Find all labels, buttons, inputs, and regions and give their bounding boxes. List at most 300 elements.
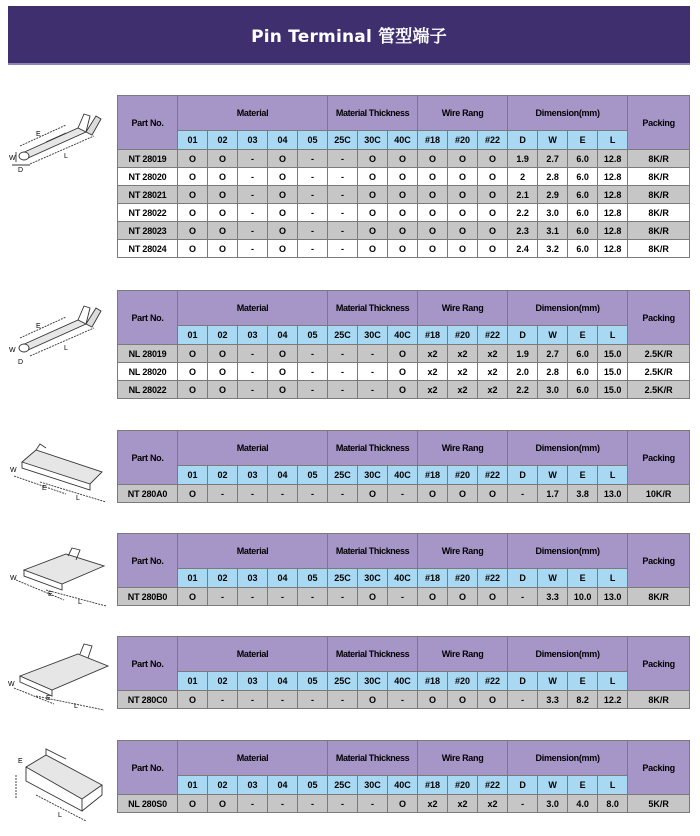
table-cell: O [388,204,418,222]
table-cell: 15.0 [598,363,628,381]
dimension-col-header: E [568,131,598,150]
tube-terminal-diagram [6,108,114,183]
thickness-col-header: 25C [328,776,358,795]
dimension-col-header: E [568,776,598,795]
table-cell: 6.0 [568,345,598,363]
svg-text:L: L [64,153,68,160]
table-cell: O [448,186,478,204]
thickness-col-header: 30C [358,672,388,691]
svg-text:D: D [18,167,24,174]
material-col-header: 02 [208,672,238,691]
svg-text:E: E [36,131,41,138]
part-number-cell: NT 280A0 [118,485,178,503]
wire-col-header: #22 [478,326,508,345]
table-cell: O [418,240,448,258]
dimension-col-header: D [508,326,538,345]
thickness-col-header: 25C [328,672,358,691]
table-cell: 6.0 [568,168,598,186]
table-cell: - [508,691,538,709]
table-cell: - [208,588,238,606]
table-cell: - [238,345,268,363]
table-cell: O [268,381,298,399]
table-cell: - [298,204,328,222]
table-cell: O [268,150,298,168]
table-cell: - [388,691,418,709]
table-cell: O [178,363,208,381]
wire-col-header: #20 [448,672,478,691]
open-barrel-terminal-diagram [6,438,114,508]
svg-text:W: W [10,467,17,474]
insulated-tube-terminal-diagram [6,298,114,370]
table-cell: - [268,485,298,503]
table-row [118,363,690,381]
table-cell: - [238,150,268,168]
table-cell: O [418,150,448,168]
table-cell: x2 [418,795,448,813]
table-cell: x2 [448,363,478,381]
svg-text:D: D [18,359,24,366]
table-cell: 8K/R [628,168,690,186]
table-cell: 12.8 [598,240,628,258]
table-cell: 3.0 [538,204,568,222]
table-cell: 12.2 [598,691,628,709]
part-number-cell: NT 280B0 [118,588,178,606]
table-cell: O [448,150,478,168]
table-cell: O [358,168,388,186]
u-barrel-terminal-diagram [6,745,114,825]
header-packing: Packing [628,291,690,345]
header-part-no: Part No. [118,431,178,485]
part-number-cell: NL 28020 [118,363,178,381]
table-cell: O [208,168,238,186]
table-cell: 8K/R [628,588,690,606]
dimension-col-header: D [508,569,538,588]
table-cell: O [478,168,508,186]
table-cell: O [178,345,208,363]
table-cell: 1.9 [508,150,538,168]
table-cell: O [388,222,418,240]
material-col-header: 01 [178,131,208,150]
table-cell: 8K/R [628,222,690,240]
wire-col-header: #20 [448,466,478,485]
table-cell: O [358,588,388,606]
wire-col-header: #22 [478,131,508,150]
table-cell: - [328,485,358,503]
table-row [118,485,690,503]
header-wire-range: Wire Rang [418,637,508,672]
wire-col-header: #18 [418,672,448,691]
table-row [118,240,690,258]
table-cell: 3.1 [538,222,568,240]
table-cell: - [238,204,268,222]
material-col-header: 03 [238,326,268,345]
table-cell: O [448,204,478,222]
svg-text:L: L [58,812,62,819]
wire-col-header: #22 [478,466,508,485]
table-cell: 2.4 [508,240,538,258]
thickness-col-header: 30C [358,326,388,345]
material-col-header: 02 [208,776,238,795]
svg-text:E: E [48,591,53,598]
thickness-col-header: 40C [388,776,418,795]
header-wire-range: Wire Rang [418,96,508,131]
table-cell: O [418,168,448,186]
wire-col-header: #20 [448,569,478,588]
thickness-col-header: 40C [388,672,418,691]
table-cell: O [178,485,208,503]
table-row [118,691,690,709]
flag-pin-terminal-diagram [6,640,114,714]
header-dimension: Dimension(mm) [508,291,628,326]
table-cell: 2.1 [508,186,538,204]
table-cell: x2 [448,381,478,399]
table-cell: 3.0 [538,381,568,399]
table-cell: - [238,381,268,399]
table-cell: O [448,691,478,709]
table-cell: 12.8 [598,150,628,168]
table-cell: 10K/R [628,485,690,503]
table-cell: O [448,240,478,258]
table-cell: O [388,363,418,381]
table-cell: 8K/R [628,186,690,204]
material-col-header: 05 [298,131,328,150]
material-col-header: 04 [268,569,298,588]
table-cell: O [388,240,418,258]
table-cell: - [238,588,268,606]
table-cell: 2 [508,168,538,186]
material-col-header: 05 [298,466,328,485]
wire-col-header: #18 [418,131,448,150]
material-col-header: 04 [268,326,298,345]
table-cell: - [508,485,538,503]
part-number-cell: NT 28024 [118,240,178,258]
table-cell: 6.0 [568,204,598,222]
header-material: Material [178,96,328,131]
table-cell: O [358,691,388,709]
table-cell: - [328,588,358,606]
table-cell: O [448,588,478,606]
wire-col-header: #22 [478,776,508,795]
header-part-no: Part No. [118,96,178,150]
table-cell: O [388,345,418,363]
dimension-col-header: E [568,466,598,485]
svg-text:W: W [9,347,16,354]
page-title: Pin Terminal 管型端子 [8,6,690,65]
table-cell: - [358,795,388,813]
table-cell: x2 [478,381,508,399]
header-material-thickness: Material Thickness [328,741,418,776]
svg-text:L: L [76,495,80,502]
table-cell: x2 [478,345,508,363]
table-cell: - [508,588,538,606]
thickness-col-header: 40C [388,569,418,588]
table-cell: O [388,381,418,399]
thickness-col-header: 40C [388,326,418,345]
table-cell: O [178,204,208,222]
header-material: Material [178,741,328,776]
table-cell: 3.3 [538,588,568,606]
table-cell: - [328,345,358,363]
dimension-col-header: W [538,326,568,345]
header-material: Material [178,431,328,466]
table-cell: - [238,186,268,204]
material-col-header: 01 [178,672,208,691]
table-cell: O [178,588,208,606]
thickness-col-header: 25C [328,326,358,345]
dimension-col-header: W [538,466,568,485]
header-dimension: Dimension(mm) [508,741,628,776]
table-cell: - [298,485,328,503]
table-cell: O [268,363,298,381]
table-cell: O [208,150,238,168]
table-cell: 2.8 [538,168,568,186]
table-cell: 4.0 [568,795,598,813]
table-cell: 2.7 [538,150,568,168]
table-cell: O [358,150,388,168]
header-packing: Packing [628,637,690,691]
header-material: Material [178,291,328,326]
svg-text:W: W [9,155,16,162]
table-cell: - [238,363,268,381]
table-row [118,150,690,168]
header-material-thickness: Material Thickness [328,291,418,326]
table-cell: 12.8 [598,222,628,240]
table-row [118,204,690,222]
wire-col-header: #20 [448,776,478,795]
table-cell: - [268,795,298,813]
table-cell: O [268,222,298,240]
material-col-header: 04 [268,466,298,485]
table-cell: - [298,150,328,168]
part-number-cell: NT 28023 [118,222,178,240]
table-cell: O [418,222,448,240]
table-cell: - [298,795,328,813]
table-cell: O [208,240,238,258]
table-cell: O [178,168,208,186]
svg-text:E: E [46,695,51,702]
table-cell: 15.0 [598,381,628,399]
spec-table-3 [117,430,690,503]
spec-table-1 [117,95,690,258]
table-cell: 2.3 [508,222,538,240]
table-cell: x2 [448,345,478,363]
table-cell: 8K/R [628,240,690,258]
table-cell: - [298,222,328,240]
table-cell: O [208,204,238,222]
svg-text:E: E [42,485,47,492]
table-cell: x2 [448,795,478,813]
table-cell: 12.8 [598,168,628,186]
header-wire-range: Wire Rang [418,534,508,569]
part-number-cell: NT 28020 [118,168,178,186]
table-cell: - [298,345,328,363]
material-col-header: 03 [238,672,268,691]
table-cell: O [388,168,418,186]
table-cell: - [238,240,268,258]
wire-col-header: #18 [418,326,448,345]
table-cell: - [238,691,268,709]
table-cell: 6.0 [568,363,598,381]
svg-text:E: E [36,323,41,330]
material-col-header: 01 [178,326,208,345]
table-cell: 2.5K/R [628,381,690,399]
table-cell: 13.0 [598,485,628,503]
table-cell: x2 [418,381,448,399]
table-cell: - [298,381,328,399]
table-cell: - [388,485,418,503]
table-cell: - [328,204,358,222]
table-cell: - [328,150,358,168]
table-cell: O [478,204,508,222]
table-cell: O [478,691,508,709]
table-cell: O [478,588,508,606]
wire-col-header: #18 [418,569,448,588]
table-cell: O [448,222,478,240]
table-cell: 8.2 [568,691,598,709]
wire-col-header: #22 [478,672,508,691]
header-packing: Packing [628,741,690,795]
table-row [118,381,690,399]
table-cell: O [358,222,388,240]
table-cell: O [358,240,388,258]
table-cell: - [358,363,388,381]
svg-text:L: L [78,599,82,606]
dimension-col-header: L [598,326,628,345]
table-cell: - [358,345,388,363]
svg-text:L: L [74,703,78,710]
wire-col-header: #20 [448,326,478,345]
table-cell: O [478,485,508,503]
material-col-header: 03 [238,131,268,150]
material-col-header: 03 [238,466,268,485]
table-cell: - [328,795,358,813]
thickness-col-header: 30C [358,131,388,150]
part-number-cell: NT 280C0 [118,691,178,709]
table-cell: O [268,168,298,186]
thickness-col-header: 25C [328,569,358,588]
thickness-col-header: 30C [358,569,388,588]
table-cell: 5K/R [628,795,690,813]
table-cell: 8K/R [628,204,690,222]
table-cell: 13.0 [598,588,628,606]
table-cell: - [238,795,268,813]
thickness-col-header: 40C [388,466,418,485]
table-row [118,186,690,204]
header-part-no: Part No. [118,637,178,691]
table-cell: 2.7 [538,345,568,363]
svg-text:W: W [10,575,17,582]
table-cell: - [238,222,268,240]
table-cell: - [328,168,358,186]
table-cell: 2.0 [508,363,538,381]
table-cell: - [208,485,238,503]
table-cell: - [298,363,328,381]
svg-text:W: W [8,681,15,688]
table-cell: - [328,381,358,399]
table-cell: - [208,691,238,709]
header-dimension: Dimension(mm) [508,534,628,569]
table-cell: O [178,240,208,258]
wire-col-header: #20 [448,131,478,150]
dimension-col-header: L [598,466,628,485]
table-cell: - [328,186,358,204]
table-cell: 6.0 [568,150,598,168]
material-col-header: 03 [238,776,268,795]
dimension-col-header: W [538,569,568,588]
table-cell: 8.0 [598,795,628,813]
header-material-thickness: Material Thickness [328,431,418,466]
table-cell: 8K/R [628,150,690,168]
table-cell: O [208,381,238,399]
table-cell: - [298,240,328,258]
spec-table-5 [117,636,690,709]
part-number-cell: NT 28021 [118,186,178,204]
dimension-col-header: D [508,672,538,691]
header-material: Material [178,534,328,569]
table-cell: - [328,363,358,381]
material-col-header: 05 [298,672,328,691]
material-col-header: 02 [208,466,238,485]
spec-table-6 [117,740,690,813]
header-dimension: Dimension(mm) [508,431,628,466]
table-cell: 6.0 [568,186,598,204]
table-cell: O [178,186,208,204]
table-cell: - [238,168,268,186]
table-cell: O [448,485,478,503]
table-row [118,588,690,606]
table-cell: O [178,150,208,168]
table-cell: x2 [478,363,508,381]
table-cell: O [208,363,238,381]
dimension-col-header: D [508,466,538,485]
table-cell: O [418,485,448,503]
material-col-header: 02 [208,131,238,150]
crimp-pin-terminal-diagram [6,540,114,610]
svg-text:E: E [18,758,23,765]
table-cell: x2 [478,795,508,813]
header-dimension: Dimension(mm) [508,637,628,672]
wire-col-header: #22 [478,569,508,588]
dimension-col-header: L [598,569,628,588]
part-number-cell: NL 28019 [118,345,178,363]
dimension-col-header: E [568,672,598,691]
table-cell: O [178,222,208,240]
dimension-col-header: W [538,131,568,150]
table-cell: O [208,186,238,204]
table-cell: 6.0 [568,381,598,399]
table-cell: 2.2 [508,204,538,222]
material-col-header: 05 [298,326,328,345]
table-row [118,795,690,813]
table-cell: - [238,485,268,503]
dimension-col-header: D [508,776,538,795]
table-cell: 6.0 [568,240,598,258]
table-cell: - [298,588,328,606]
header-packing: Packing [628,96,690,150]
table-cell: O [358,485,388,503]
material-col-header: 03 [238,569,268,588]
table-row [118,222,690,240]
table-cell: 3.8 [568,485,598,503]
material-col-header: 05 [298,776,328,795]
header-material: Material [178,637,328,672]
header-part-no: Part No. [118,291,178,345]
table-cell: O [418,588,448,606]
table-cell: O [418,691,448,709]
table-cell: O [178,691,208,709]
material-col-header: 04 [268,776,298,795]
table-cell: O [178,795,208,813]
